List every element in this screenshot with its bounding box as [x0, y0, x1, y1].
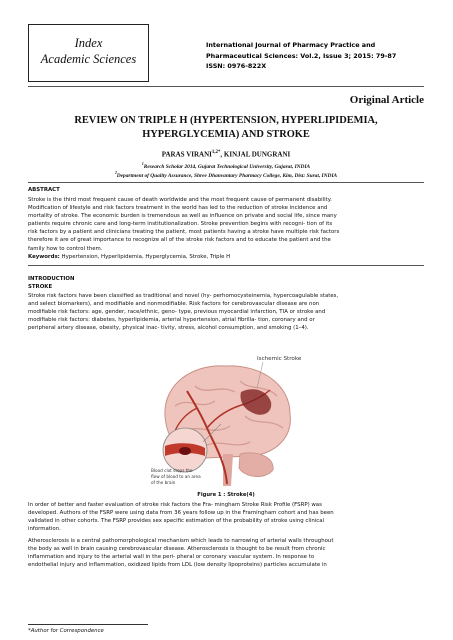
- correspondence-footnote: *Author for Correspondence: [28, 628, 104, 634]
- abstract-line: risk factors by a patient and clinicians treating the patient, most patients having a stroke have multiple risk factors: [28, 229, 340, 236]
- header-rule: [28, 86, 424, 87]
- intro-line: modifiable risk factors: diabetes, hyperlipidemia, arterial hypertension, atrial fibrilla- tion, coronary and or: [28, 317, 315, 324]
- figure-label-clot-3: of the brain: [151, 480, 176, 485]
- body-paragraph-1: [28, 501, 424, 533]
- logo-line-2: Academic Sciences: [40, 52, 137, 66]
- abstract-line: Modification of lifestyle and risk factors treatment in the world has led to the reduction of stroke incidence and: [28, 205, 328, 212]
- body-paragraph-2: [28, 537, 424, 569]
- abstract-line: family how to control them.: [28, 245, 103, 252]
- intro-line: and select biomarkers), and modifiable and nonmodifiable. Risk factors for cerebrovascular disease are non: [28, 301, 320, 308]
- author-2: , KINJAL DUNGRANI: [220, 150, 291, 159]
- body-line: developed. Authors of the FSRP were using data from 36 years follow up in the Framingham cohort and has been: [28, 510, 334, 517]
- body-line: In order of better and faster evaluation of stroke risk factors the Fra- mingham Stroke Risk Profile (FSRP) was: [28, 502, 322, 508]
- aff-1-sup: 1: [141, 162, 144, 166]
- aff-2-sup: 2: [114, 171, 117, 175]
- abstract-line: patients require chronic care and long-term institutionalization. Stroke prevention begins with recogni- tion of its: [28, 221, 333, 228]
- title-line-1: REVIEW ON TRIPLE H (HYPERTENSION, HYPERLIPIDEMIA,: [74, 115, 378, 126]
- body-line: endothelial injury and inflammation, oxidized lipids from LDL (low density lipoproteins) particles accumulate in: [28, 562, 327, 569]
- author-1-sup: 1,2*: [211, 150, 221, 155]
- figure-caption: Figure 1 : Stroke(4): [197, 492, 255, 498]
- intro-line: peripheral artery disease, obesity, physical inac- tivity, stress, alcohol consumption, and smoking (1–4).: [28, 325, 309, 332]
- figure-label-ischemic: Ischemic Stroke: [257, 356, 302, 362]
- journal-line-2: Pharmaceutical Sciences: Vol.2, Issue 3; 2015: 79-87: [206, 51, 397, 60]
- figure-label-clot-2: flow of blood to an area: [151, 474, 201, 479]
- authors: [28, 150, 424, 158]
- author-1: PARAS VIRANI: [161, 150, 212, 159]
- abstract-body: [28, 196, 424, 253]
- affiliation-2: [28, 171, 424, 179]
- affiliation-1: [28, 162, 424, 170]
- body-line: information.: [28, 526, 61, 533]
- journal-line-1: International Journal of Pharmacy Practice and: [206, 41, 376, 49]
- intro-heading: INTRODUCTION: [28, 276, 75, 282]
- intro-line: modifiable risk factors: age, gender, race/ethnic, geno- type, previous myocardial infarction, TIA or stroke and: [28, 309, 326, 316]
- abstract-line: therefore it are of great importance to recognize all of the stroke risk factors and to educate the patient and the: [28, 237, 331, 244]
- body-line: validated in other cohorts. The FSRP provides sex specific estimation of the probability of stroke using clinical: [28, 518, 325, 525]
- abstract-line: Stroke is the third most frequent cause of death worldwide and the most frequent cause of permanent disability.: [28, 197, 332, 203]
- abstract-top-rule: [28, 182, 424, 183]
- intro-line: Stroke risk factors have been classified as traditional and novel (hy- perhomocysteinemia, hypercoagulable states,: [28, 293, 339, 299]
- journal-issn: ISSN: 0976-822X: [206, 62, 267, 70]
- figure-label-clot-1: Blood clot stops the: [151, 468, 193, 473]
- keywords-text: Hypertension, Hyperlipidemia, Hyperglycemia, Stroke, Triple H: [59, 254, 231, 260]
- abstract-heading: ABSTRACT: [28, 187, 60, 193]
- intro-body: [28, 292, 424, 332]
- article-type: Original Article: [349, 94, 424, 106]
- stroke-illustration: [145, 346, 315, 489]
- keywords: [28, 254, 230, 260]
- keywords-label: Keywords:: [28, 254, 60, 260]
- aff-1-text: Research Scholar 2014, Gujarat Technological University, Gujarat, INDIA: [143, 163, 311, 170]
- keywords-bottom-rule: [28, 265, 424, 266]
- body-line: inflammation and injury to the arterial wall in the peri- pheral or coronary vascular system. In response to: [28, 554, 315, 561]
- publisher-logo: [28, 24, 149, 82]
- aff-2-text: Department of Quality Assurance, Shree Dhanvantary Pharmacy College, Kim, Dist: Surat, INDIA: [116, 172, 338, 179]
- title-line-2: HYPERGLYCEMIA) AND STROKE: [142, 129, 310, 140]
- body-line: the body as well in brain causing cerebrovascular disease. Atherosclerosis is thought to be result from chronic: [28, 546, 326, 553]
- paper-title: [28, 114, 424, 142]
- journal-info: [206, 40, 431, 72]
- stroke-subheading: STROKE: [28, 284, 53, 290]
- footnote-rule: [28, 624, 148, 625]
- body-line: Atherosclerosis is a central pathomorphological mechanism which leads to narrowing of arterial walls throughout: [28, 538, 334, 544]
- logo-line-1: Index: [74, 36, 103, 50]
- abstract-line: mortality of stroke. The economic burden is tremendous as well as influence on private and social life, since many: [28, 213, 337, 220]
